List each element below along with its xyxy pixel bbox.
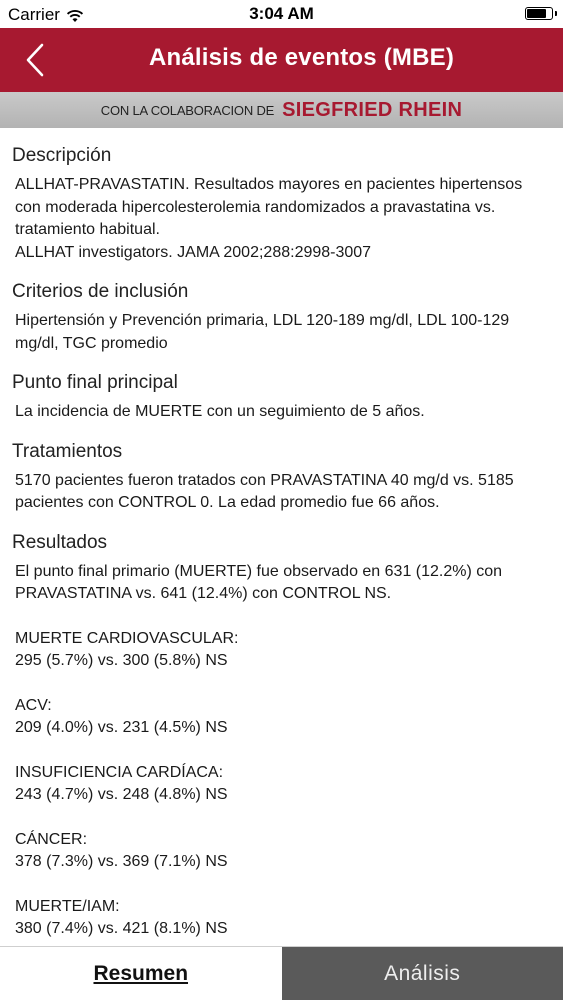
punto-final-text: La incidencia de MUERTE con un seguimiento de 5 años.	[15, 403, 425, 420]
section-title: Criterios de inclusión	[12, 281, 189, 302]
description-reference: ALLHAT investigators. JAMA 2002;288:2998-3007	[15, 243, 372, 261]
section-title: Tratamientos	[12, 440, 123, 462]
content-scroll-area[interactable]	[0, 128, 563, 946]
section-resultados	[12, 532, 547, 941]
criterios-text: Hipertensión y Prevención primaria, LDL 120-189 mg/dl, LDL 100-129 mg/dl, TGC promedio	[15, 312, 510, 352]
section-title: Resultados	[12, 531, 108, 553]
outcome-label: CÁNCER:	[15, 830, 88, 848]
tab-analisis[interactable]: Análisis	[282, 947, 563, 1000]
section-tratamientos	[12, 441, 547, 515]
status-bar	[0, 0, 563, 28]
outcome-label: ACV:	[15, 696, 52, 714]
outcome-label: MUERTE/IAM:	[15, 897, 120, 915]
back-button[interactable]	[20, 40, 50, 80]
section-punto-final	[12, 372, 547, 424]
carrier-label: Carrier	[8, 5, 60, 24]
section-criterios	[12, 281, 547, 355]
tab-bar	[0, 946, 563, 1000]
page-title: Análisis de eventos (MBE)	[148, 44, 455, 71]
outcome-value: 295 (5.7%) vs. 300 (5.8%) NS	[15, 652, 228, 669]
tratamientos-text: 5170 pacientes fueron tratados con PRAVASTATINA 40 mg/d vs. 5185 pacientes con CONTROL 0. La edad promedio fue 66 años.	[15, 471, 514, 511]
outcome-label: INSUFICIENCIA CARDÍACA:	[15, 763, 224, 781]
status-time: 3:04 AM	[249, 4, 314, 23]
nav-bar	[0, 28, 563, 92]
section-descripcion	[12, 145, 547, 264]
description-text: ALLHAT-PRAVASTATIN. Resultados mayores en pacientes hipertensos con moderada hipercolesterolemia randomizados a pravastatina vs. tratamiento habitual.	[15, 176, 523, 238]
outcome-value: 380 (7.4%) vs. 421 (8.1%) NS	[15, 920, 228, 937]
resultados-text: El punto final primario (MUERTE) fue observado en 631 (12.2%) con PRAVASTATINA vs. 641 (12.4%) con CONTROL NS.	[15, 562, 503, 602]
outcome-value: 243 (4.7%) vs. 248 (4.8%) NS	[15, 786, 228, 803]
section-title: Punto final principal	[12, 372, 178, 393]
outcome-label: MUERTE CARDIOVASCULAR:	[15, 629, 239, 647]
outcome-value: 378 (7.3%) vs. 369 (7.1%) NS	[15, 853, 228, 870]
sponsor-banner	[0, 92, 563, 128]
sponsor-brand-logo: SIEGFRIED RHEIN	[282, 98, 463, 121]
tab-resumen[interactable]: Resumen	[0, 947, 282, 1000]
sponsor-prefix: CON LA COLABORACION DE	[100, 102, 275, 118]
outcome-item	[12, 628, 547, 673]
battery-icon	[525, 7, 553, 20]
outcome-item	[12, 896, 547, 941]
chevron-left-icon	[20, 40, 50, 80]
outcome-item	[12, 762, 547, 807]
outcome-item	[12, 829, 547, 874]
section-title: Descripción	[12, 145, 112, 166]
outcome-value: 209 (4.0%) vs. 231 (4.5%) NS	[15, 719, 228, 736]
outcome-item	[12, 695, 547, 740]
